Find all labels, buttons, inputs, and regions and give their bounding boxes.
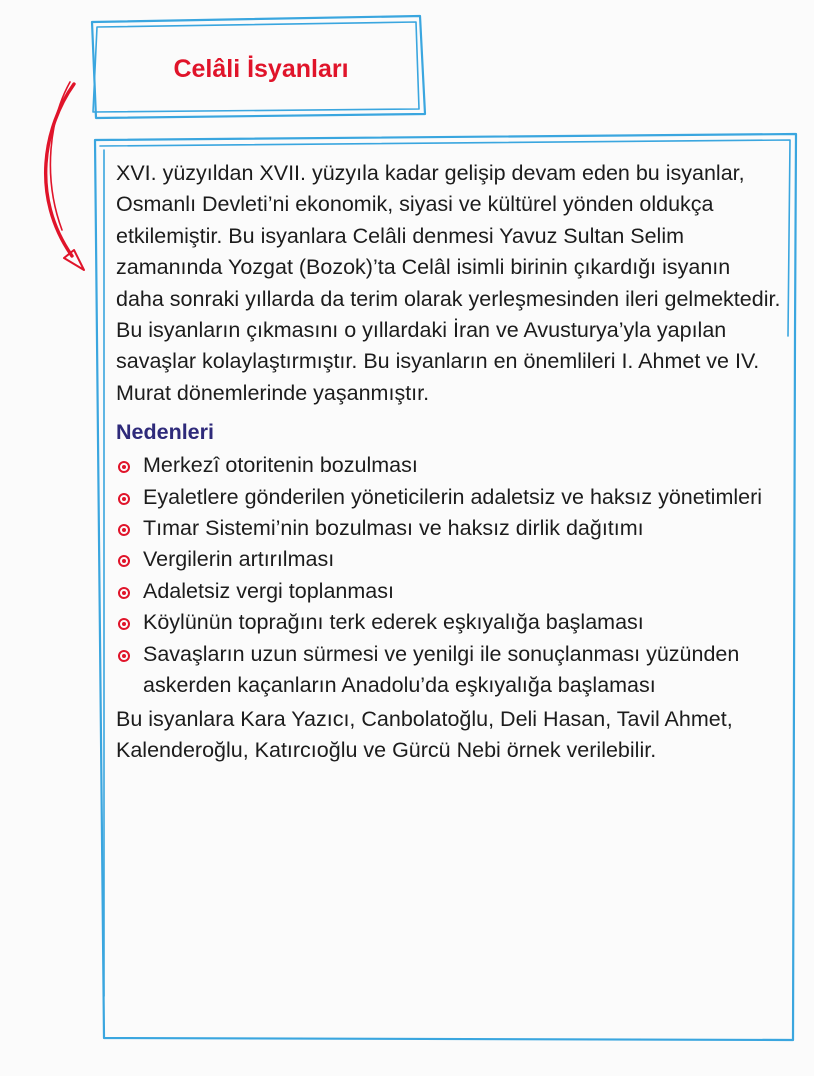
bullet-icon <box>118 650 130 662</box>
reason-item <box>116 576 784 607</box>
reason-text: Vergilerin artırılması <box>143 547 335 572</box>
reason-item <box>116 482 784 513</box>
closing-paragraph: Bu isyanlara Kara Yazıcı, Canbolatoğlu, Deli Hasan, Tavil Ahmet, Kalenderoğlu, Katırcıoğlu ve Gürcü Nebi örnek verilebilir. <box>116 706 733 762</box>
bullet-icon <box>118 524 130 536</box>
reason-item <box>116 607 784 638</box>
reason-text: Merkezî otoritenin bozulması <box>143 453 418 478</box>
reason-text: Adaletsiz vergi toplanması <box>143 578 394 603</box>
reason-item <box>116 450 784 481</box>
bullet-icon <box>118 461 130 473</box>
bullet-icon <box>118 493 130 505</box>
reason-item <box>116 513 784 544</box>
bullet-icon <box>118 587 130 599</box>
reasons-list <box>116 450 784 701</box>
reason-text: Tımar Sistemi’nin bozulması ve haksız dirlik dağıtımı <box>143 516 644 541</box>
reason-text: Köylünün toprağını terk ederek eşkıyalığa başlaması <box>143 610 644 635</box>
reasons-heading: Nedenleri <box>116 420 214 445</box>
content-box <box>116 158 784 766</box>
intro-paragraph: XVI. yüzyıldan XVII. yüzyıla kadar gelişip devam eden bu isyanlar, Osmanlı Devleti’ni ekonomik, siyasi ve kültürel yönden oldukça etkilemiştir. Bu isyanlara Celâli denmesi Yavuz Sultan Selim zamanında Yozgat (Bozok)’ta Celâl isimli birinin çıkardığı isyanın daha sonraki yıllarda da terim olarak yerleşmesinden ileri gelmektedir. Bu isyanların çıkmasını o yıllardaki İran ve Avusturya’yla yapılan savaşlar kolaylaştırmıştır. Bu isyanların en önemlileri I. Ahmet ve IV. Murat dönemlerinde yaşanmıştır. <box>116 161 781 405</box>
bullet-icon <box>118 555 130 567</box>
reason-text: Eyaletlere gönderilen yöneticilerin adaletsiz ve haksız yönetimleri <box>143 484 763 509</box>
page-title: Celâli İsyanları <box>173 55 349 83</box>
reason-item <box>116 544 784 575</box>
bullet-icon <box>118 618 130 630</box>
reason-text: Savaşların uzun sürmesi ve yenilgi ile sonuçlanması yüzünden askerden kaçanların Anadolu’da eşkıyalığa başlaması <box>143 641 740 698</box>
reason-item <box>116 639 784 702</box>
curved-arrow-icon <box>46 82 84 270</box>
